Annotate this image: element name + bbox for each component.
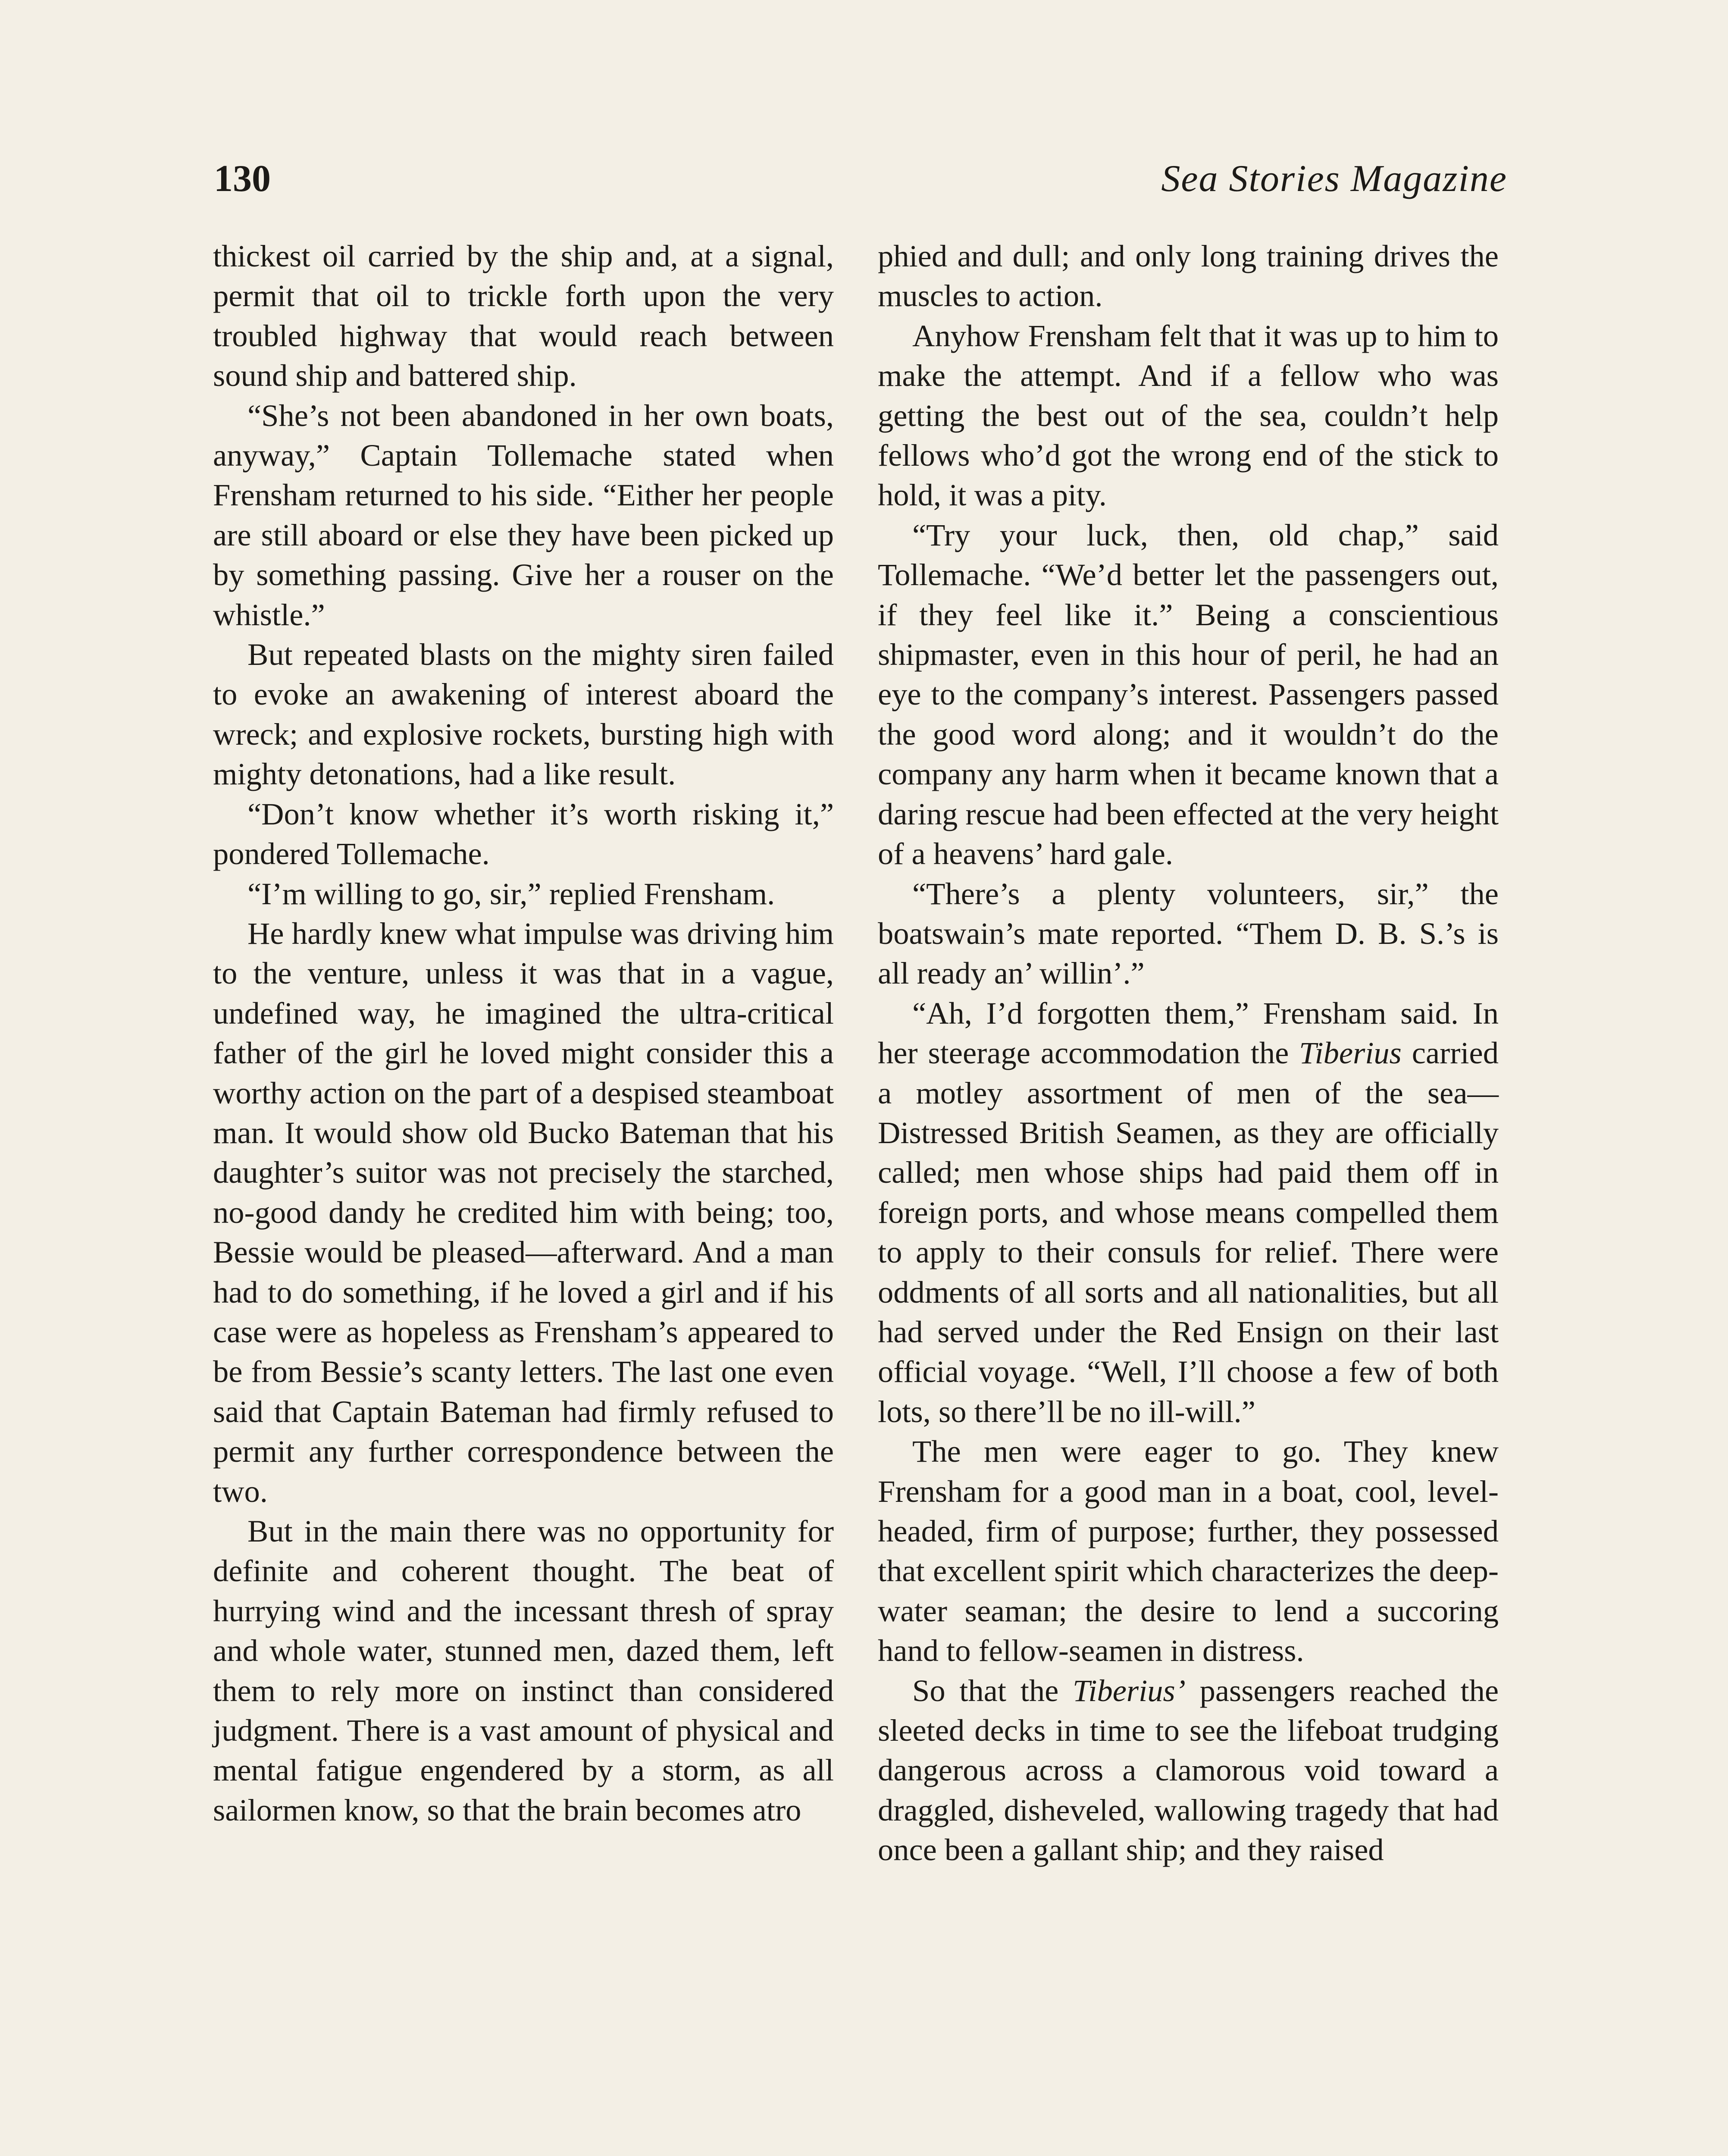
text-run: “Ah, I’d forgotten them,” Frensham said. In her steerage accommodation the (878, 995, 1499, 1071)
paragraph: “There’s a plenty volunteers, sir,” the boatswain’s mate reported. “Them D. B. S.’s is all ready an’ willin’.” (878, 876, 1499, 991)
paragraph (878, 993, 1499, 1432)
page-header (214, 155, 1507, 203)
paragraph: “I’m willing to go, sir,” replied Frensham. (247, 876, 775, 911)
text-run: So that the (912, 1673, 1073, 1708)
left-column (213, 236, 834, 1830)
paragraph: “Try your luck, then, old chap,” said Tollemache. “We’d better let the passengers out, if they feel like it.” Being a conscientious shipmaster, even in this hour of peril, he had an eye to the company’s interest. Passengers passed the good word along; and it wouldn’t do the company any harm when it became known that a daring rescue had been effected at the very height of a heavens’ hard gale. (878, 517, 1499, 871)
paragraph: “She’s not been abandoned in her own boats, anyway,” Captain Tollemache stated when Frensham returned to his side. “Either her people are still aboard or else they have been picked up by something passing. Give her a rouser on the whistle.” (213, 398, 834, 632)
right-column (878, 236, 1499, 1870)
text-run: passengers reached the sleeted decks in time to see the lifeboat trudging dangerous across a clamorous void toward a draggled, disheveled, wallowing tragedy that had once been a gallant ship; and they raised (878, 1673, 1499, 1868)
page-number: 130 (214, 158, 271, 200)
ship-name: Tiberius (1299, 1035, 1402, 1071)
paragraph: He hardly knew what impulse was driving him to the venture, unless it was that in a vague, undefined way, he imagined the ultra-critical father of the girl he loved might consider this a worthy action on the part of a despised steamboat man. It would show old Bucko Bateman that his daughter’s suitor was not precisely the starched, no-good dandy he credited him with being; too, Bessie would be pleased—afterward. And a man had to do something, if he loved a girl and if his case were as hopeless as Frensham’s appeared to be from Bessie’s scanty letters. The last one even said that Captain Bateman had firmly refused to permit any further correspondence between the two. (213, 915, 834, 1509)
ship-name: Tiberius’ (1073, 1673, 1186, 1708)
paragraph: phied and dull; and only long training drives the muscles to action. (878, 238, 1499, 313)
paragraph: thickest oil carried by the ship and, at a signal, permit that oil to trickle forth upon the very troubled highway that would reach between sound ship and battered ship. (213, 238, 834, 393)
text-run: carried a motley assortment of men of the sea—Distressed British Seamen, as they are officially called; men whose ships had paid them off in foreign ports, and whose means compelled them to apply to their consuls for relief. There were oddments of all sorts and all nationalities, but all had served under the Red Ensign on their last official voyage. “Well, I’ll choose a few of both lots, so there’ll be no ill-will.” (878, 1035, 1499, 1429)
paragraph (878, 1671, 1499, 1870)
paragraph: But repeated blasts on the mighty siren failed to evoke an awakening of interest aboard the wreck; and explosive rockets, bursting high with mighty detonations, had a like result. (213, 637, 834, 792)
paragraph: Anyhow Frensham felt that it was up to him to make the attempt. And if a fellow who was getting the best out of the sea, couldn’t help fellows who’d got the wrong end of the stick to hold, it was a pity. (878, 318, 1499, 513)
paragraph: But in the main there was no opportunity for definite and coherent thought. The beat of hurrying wind and the incessant thresh of spray and whole water, stunned men, dazed them, left them to rely more on instinct than considered judgment. There is a vast amount of physical and mental fatigue engendered by a storm, as all sailormen know, so that the brain becomes atro (213, 1514, 834, 1827)
running-head: Sea Stories Magazine (1161, 158, 1507, 200)
paragraph: “Don’t know whether it’s worth risking it,” pondered Tollemache. (213, 796, 834, 871)
paragraph: The men were eager to go. They knew Frensham for a good man in a boat, cool, level-headed, firm of purpose; further, they possessed that excellent spirit which characterizes the deep-water seaman; the desire to lend a succoring hand to fellow-seamen in distress. (878, 1434, 1499, 1668)
